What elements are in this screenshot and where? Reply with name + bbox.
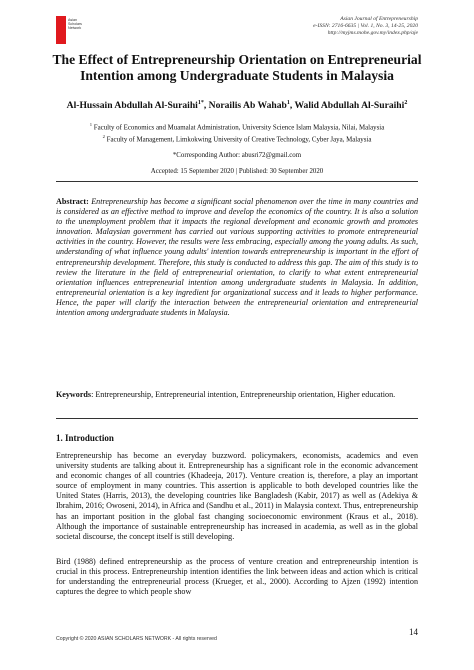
publisher-logo: [56, 16, 82, 44]
affiliations: [40, 121, 434, 144]
logo-text: Asian Scholars Network: [68, 18, 82, 31]
abstract-label: Abstract:: [56, 197, 89, 206]
body-paragraph: Bird (1988) defined entrepreneurship as the process of venture creation and entrepreneurship intention is crucial in this process. Entrepreneurship intention identifies the link between ideas and action which is critical for understanding the entrepreneurial process (Krueger, et al., 2000). According to Ajzen (1992) intention captures the degree to which people show: [56, 557, 418, 597]
publication-dates: Accepted: 15 September 2020 | Published: 30 September 2020: [150, 168, 324, 175]
copyright-footer: Copyright © 2020 ASIAN SCHOLARS NETWORK - All rights reserved: [56, 636, 217, 642]
abstract: [56, 197, 418, 318]
corresponding-author: *Corresponding Author: abusri72@gmail.com: [172, 152, 302, 159]
author-name: Al-Hussain Abdullah Al-Suraihi: [66, 100, 198, 112]
keywords-text: : Entrepreneurship, Entrepreneurial intention, Entrepreneurship orientation, Higher education.: [91, 390, 396, 399]
author-separator: ,: [203, 100, 209, 112]
author-separator: ,: [289, 100, 295, 112]
section-heading: 1. Introduction: [56, 433, 114, 443]
keywords: [56, 390, 418, 400]
page-number: 14: [409, 627, 418, 637]
author-name: Norailis Ab Wahab: [208, 100, 287, 112]
author-list: [40, 97, 434, 112]
author-name: Walid Abdullah Al-Suraihi: [294, 100, 405, 112]
affiliation-item: [40, 121, 434, 133]
keywords-label: Keywords: [56, 390, 92, 399]
affiliation-item: [40, 133, 434, 145]
body-paragraph: Entrepreneurship has become an everyday buzzword. policymakers, economists, academics and even university students are talking about it. Entrepreneurship has a significant role in the economic advancement and economic changes of all countries (Khadeeja, 2017). Venture creation is, therefore, a play an important source of employment in many countries. This assertion is applicable to both developed countries like the United States (Harris, 2013), the developing countries like Bangladesh (Kabir, 2017) as well as (Adekiya & Ibrahim, 2016; Owoseni, 2014), in Africa and (Sandhu et al., 2011) in Malaysia context. Thus, entrepreneurship has an important position in the global fast changing socioeconomic environment (Kraus et al., 2018). Although the importance of sustainable entrepreneurship has increased in academia, as well as in the global societal discourse, the concept itself is still developing.: [56, 451, 418, 541]
abstract-text: Entrepreneurship has become a significant social phenomenon over the time in many countries and is considered as an effective method to improve and develop the economics of the country. It is also a solution to the unemployment problem that it impacts the regional development and economic growth and promotes innovation. Malaysian government has carried out various supporting activities to promote entrepreneurial activities in the country. However, the results were less embracing, especially among the young adults. As such, understanding of what influence young adults' intention towards entrepreneurship is important in the effort of entrepreneurship development. Therefore, this study is conducted to address this gap. The aim of this study is to review the literature in the field of entrepreneurial orientation, to clarify to what extent entrepreneurial orientation influences entrepreneurial intention among undergraduate students in Malaysia. In addition, entrepreneurial orientation is a key ingredient for organizational success and it leads to higher performance. Hence, the paper will clarify the interaction between the entrepreneurial orientation and entrepreneurial intention among undergraduate students in Malaysia.: [56, 197, 419, 318]
journal-header: [313, 16, 418, 37]
affiliation-sup: 2: [102, 133, 105, 139]
journal-name: Asian Journal of Entrepreneurship: [340, 16, 418, 22]
author-sup: 2: [404, 100, 408, 106]
author-sup: 1*: [197, 100, 204, 106]
affiliation-text: Faculty of Economics and Muamalat Administration, University Science Islam Malaysia, Nilai, Malaysia: [93, 124, 385, 132]
divider-bottom: [56, 418, 418, 419]
journal-url: http://myjms.mohe.gov.my/index.php/aje: [327, 30, 418, 36]
journal-issue: e-ISSN: 2716-6635 | Vol. 1, No. 3, 14-25, 2020: [313, 23, 418, 29]
affiliation-sup: 1: [89, 122, 93, 127]
divider-top: [56, 181, 418, 182]
affiliation-text: Faculty of Management, Limkokwing University of Creative Technology, Cyber Jaya, Malaysia: [106, 136, 372, 143]
author-sup: 1: [286, 100, 290, 106]
logo-red-bar: [56, 16, 66, 44]
paper-title: The Effect of Entrepreneurship Orientation on Entrepreneurial Intention among Undergraduate Students in Malaysia: [52, 52, 422, 83]
